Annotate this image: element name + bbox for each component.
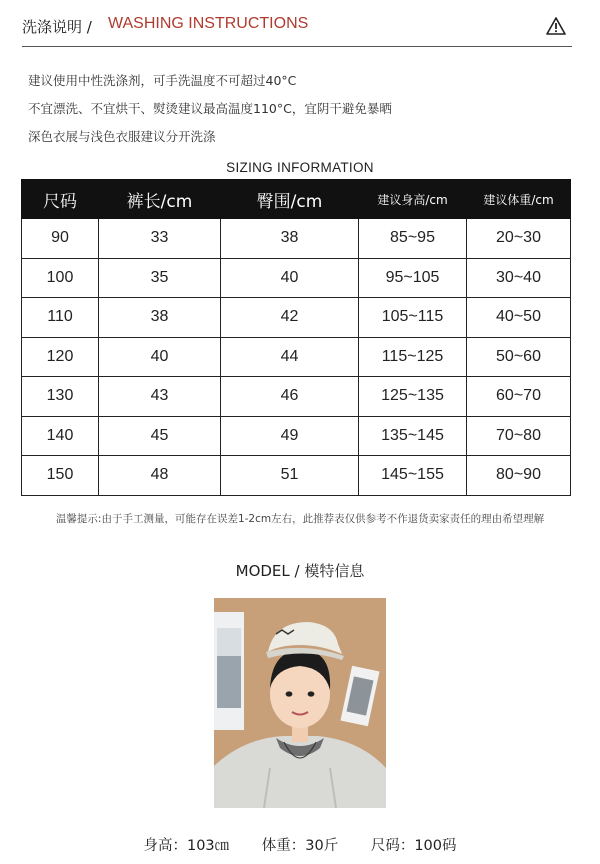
model-weight: 体重：30斤 (261, 838, 339, 854)
cell: 90 (22, 219, 99, 259)
cell: 33 (99, 219, 221, 259)
washing-instructions (28, 67, 392, 151)
header-hip: 臀围/cm (221, 180, 359, 219)
cell: 46 (221, 377, 359, 417)
table-row (22, 416, 571, 456)
table-header-row (22, 180, 571, 219)
cell: 95~105 (359, 258, 467, 298)
sizing-title: SIZING INFORMATION (226, 160, 374, 175)
header-size: 尺码 (22, 180, 99, 219)
cell: 60~70 (467, 377, 571, 417)
table-row (22, 298, 571, 338)
washing-title-zh: 洗涤说明 / (22, 18, 92, 36)
cell: 100 (22, 258, 99, 298)
cell: 110 (22, 298, 99, 338)
cell: 30~40 (467, 258, 571, 298)
table-row (22, 219, 571, 259)
cell: 20~30 (467, 219, 571, 259)
cell: 42 (221, 298, 359, 338)
table-row (22, 258, 571, 298)
cell: 50~60 (467, 337, 571, 377)
cell: 38 (99, 298, 221, 338)
table-row (22, 337, 571, 377)
header-height: 建议身高/cm (359, 180, 467, 219)
washing-line: 不宜漂洗、不宜烘干、熨烫建议最高温度110°C，宜阴干避免暴晒 (28, 101, 392, 116)
cell: 35 (99, 258, 221, 298)
cell: 51 (221, 456, 359, 496)
model-title: MODEL / 模特信息 (235, 562, 365, 580)
cell: 40~50 (467, 298, 571, 338)
header-weight: 建议体重/cm (467, 180, 571, 219)
cell: 70~80 (467, 416, 571, 456)
warning-triangle-icon (546, 17, 566, 35)
cell: 45 (99, 416, 221, 456)
model-size: 尺码：100码 (370, 838, 457, 854)
cell: 125~135 (359, 377, 467, 417)
size-table (21, 179, 571, 496)
cell: 115~125 (359, 337, 467, 377)
washing-line: 深色衣展与浅色衣服建议分开洗涤 (28, 129, 216, 144)
cell: 44 (221, 337, 359, 377)
table-row (22, 456, 571, 496)
cell: 85~95 (359, 219, 467, 259)
cell: 38 (221, 219, 359, 259)
cell: 145~155 (359, 456, 467, 496)
cell: 40 (99, 337, 221, 377)
cell: 135~145 (359, 416, 467, 456)
measurement-note: 温馨提示:由于手工测量，可能存在误差1-2cm左右，此推荐表仅供参考不作退货卖家责任的理由希望理解 (55, 513, 545, 525)
header-length: 裤长/cm (99, 180, 221, 219)
washing-header (22, 14, 572, 47)
cell: 40 (221, 258, 359, 298)
model-photo (214, 598, 386, 808)
cell: 140 (22, 416, 99, 456)
model-caption (0, 834, 600, 855)
cell: 105~115 (359, 298, 467, 338)
cell: 80~90 (467, 456, 571, 496)
cell: 48 (99, 456, 221, 496)
washing-title-en: WASHING INSTRUCTIONS (108, 15, 309, 32)
cell: 150 (22, 456, 99, 496)
table-row (22, 377, 571, 417)
washing-line: 建议使用中性洗涤剂，可手洗温度不可超过40°C (28, 73, 297, 88)
model-height: 身高：103㎝ (143, 838, 230, 854)
cell: 130 (22, 377, 99, 417)
cell: 49 (221, 416, 359, 456)
cell: 120 (22, 337, 99, 377)
cell: 43 (99, 377, 221, 417)
